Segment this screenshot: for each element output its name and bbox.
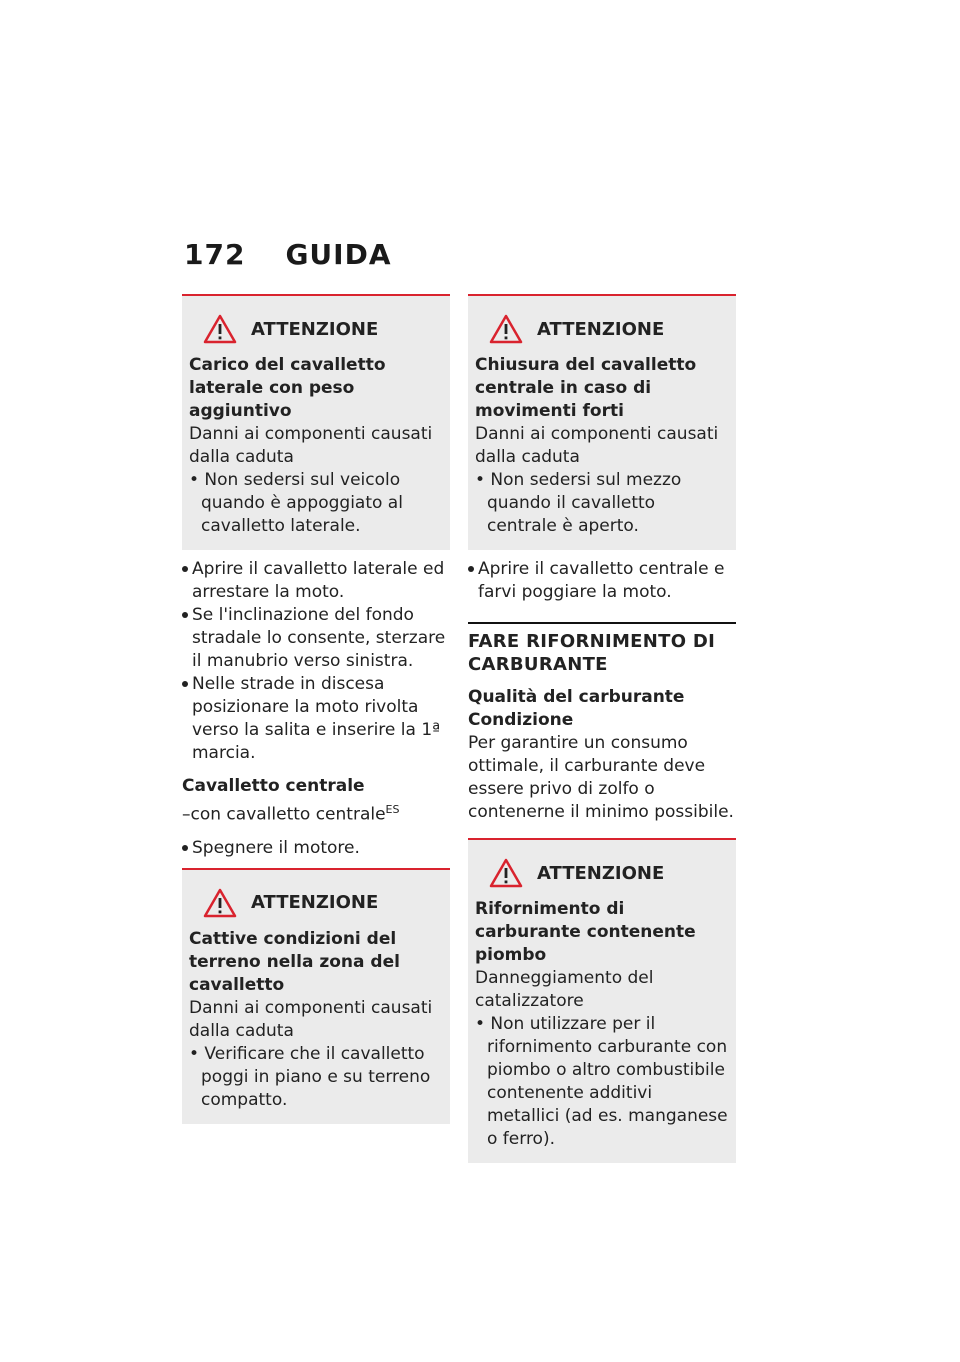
warning-subtitle: Cattive condizioni del terreno nella zona del cavalletto [189,928,400,995]
warning-box [468,838,736,1163]
warning-triangle-icon [489,858,523,888]
condition-label: Condizione [468,710,574,730]
subsection-title: Cavalletto centrale [182,776,365,796]
warning-desc: Danni ai componenti causati dalla caduta [475,424,719,467]
subsection-condition: –con cavalletto centrale$^{ES}$ [182,803,400,825]
warning-box [182,294,450,550]
warning-desc: Danneggiamento del catalizzatore [475,968,654,1011]
list-item: Se l'inclinazione del fondo stradale lo consente, sterzare il manubrio verso sinistra. [182,604,450,673]
warning-bullet: • Non utilizzare per il rifornimento carburante con piombo o altro combustibile contenente additivi metallici (ad es. manganese o ferro). [475,1014,728,1149]
list-item: Nelle strade in discesa posizionare la moto rivolta verso la salita e inserire la 1ª marcia. [182,673,450,765]
warning-desc: Danni ai componenti causati dalla caduta [189,997,433,1041]
option-marker: ES [385,803,400,816]
section-divider [468,622,736,676]
warning-header [203,314,442,344]
section-title: GUIDA [285,238,392,271]
warning-bullet: • Non sedersi sul veicolo quando è appoggiato al cavalletto laterale. [189,470,403,536]
warning-bullet: • Non sedersi sul mezzo quando il cavalletto centrale è aperto. [475,470,682,536]
list-item: Spegnere il motore. [182,837,450,860]
left-column [182,294,450,1124]
warning-header [489,314,728,344]
page-header [184,238,392,271]
warning-title: ATTENZIONE [537,862,665,884]
step-list [182,558,450,765]
warning-subtitle: Chiusura del cavalletto centrale in caso di movimenti forti [475,355,697,421]
warning-title: ATTENZIONE [537,318,665,340]
step-list [468,558,736,604]
warning-title: ATTENZIONE [251,892,379,914]
list-item: Aprire il cavalletto laterale ed arrestare la moto. [182,558,450,604]
warning-triangle-icon [489,314,523,344]
list-item: Aprire il cavalletto centrale e farvi poggiare la moto. [468,558,736,604]
page-number: 172 [184,238,246,271]
warning-triangle-icon [203,888,237,918]
warning-box [468,294,736,550]
right-column [468,294,736,1163]
warning-header [203,888,442,918]
warning-box [182,868,450,1124]
warning-triangle-icon [203,314,237,344]
warning-subtitle: Carico del cavalletto laterale con peso aggiuntivo [189,355,386,421]
fuel-text: Per garantire un consumo ottimale, il carburante deve essere privo di zolfo o contenerne il minimo possibile. [468,733,734,822]
warning-title: ATTENZIONE [251,318,379,340]
warning-bullet: • Verificare che il cavalletto poggi in piano e su terreno compatto. [189,1043,431,1110]
warning-desc: Danni ai componenti causati dalla caduta [189,424,433,467]
warning-subtitle: Rifornimento di carburante contenente piombo [475,899,696,965]
warning-header [489,858,728,888]
section-heading: FARE RIFORNIMENTO DI CARBURANTE [468,631,716,675]
subsection-title: Qualità del carburante [468,687,685,707]
